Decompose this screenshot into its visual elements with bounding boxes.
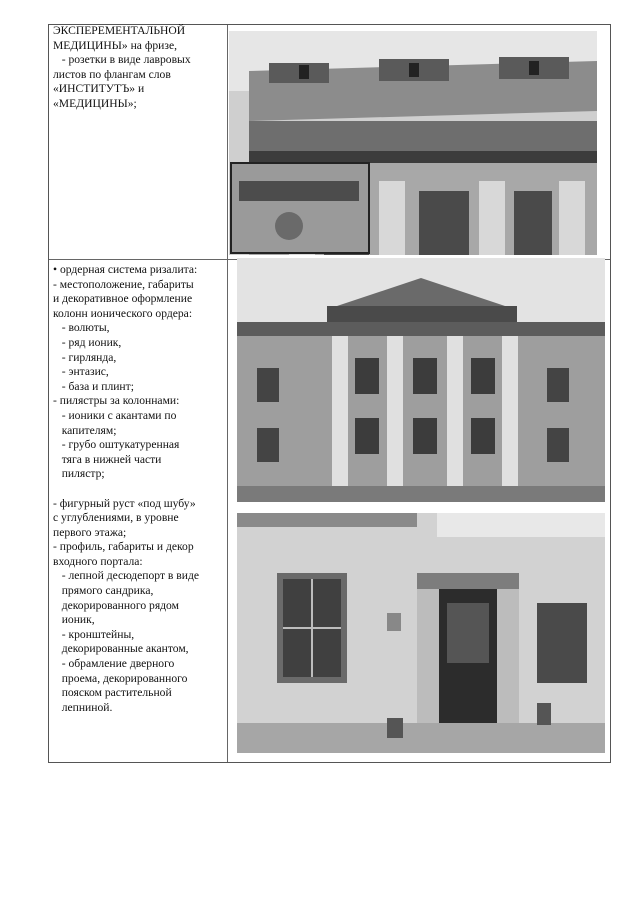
ionic-colonnade-photo bbox=[237, 258, 605, 502]
text-line: пилястр; bbox=[53, 467, 105, 481]
text-line bbox=[53, 482, 227, 497]
text-line: тяга в нижней части bbox=[53, 452, 162, 466]
text-line: - волюты, bbox=[53, 321, 110, 335]
text-line: - грубо оштукатуренная bbox=[53, 438, 180, 452]
text-line: - лепной десюдепорт в виде bbox=[53, 569, 200, 583]
text-line: проема, декорированного bbox=[53, 671, 188, 685]
text-line: листов по флангам слов bbox=[53, 67, 171, 81]
text-line: - кронштейны, bbox=[53, 627, 135, 641]
text-line: пояском растительной bbox=[53, 686, 172, 700]
description-table bbox=[48, 24, 611, 763]
text-line: колонн ионического ордера: bbox=[53, 306, 193, 320]
text-line: капителям; bbox=[53, 423, 117, 437]
text-line: с углублениями, в уровне bbox=[53, 511, 179, 525]
text-line: - гирлянда, bbox=[53, 350, 117, 364]
text-line: - обрамление дверного bbox=[53, 657, 175, 671]
text-line: ЭКСПЕРЕМЕНТАЛЬНОЙ bbox=[53, 24, 186, 37]
text-line: и декоративное оформление bbox=[53, 292, 193, 306]
text-line: - фигурный руст «под шубу» bbox=[53, 496, 196, 510]
text-line: - база и плинт; bbox=[53, 379, 134, 393]
text-line: - ряд ионик, bbox=[53, 335, 122, 349]
row-1-text bbox=[53, 24, 227, 112]
text-line: - розетки в виде лавровых bbox=[53, 53, 191, 67]
text-line: - пилястры за колоннами: bbox=[53, 394, 180, 408]
text-line: ионик, bbox=[53, 613, 95, 627]
text-line: прямого сандрика, bbox=[53, 584, 154, 598]
text-line: МЕДИЦИНЫ» на фризе, bbox=[53, 38, 177, 52]
text-line: «ИНСТИТУТЪ» и bbox=[53, 82, 145, 96]
column-divider bbox=[227, 25, 228, 762]
text-line: - энтазис, bbox=[53, 365, 109, 379]
text-line: декорированного рядом bbox=[53, 598, 179, 612]
text-line: «МЕДИЦИНЫ»; bbox=[53, 96, 137, 110]
text-line: входного портала: bbox=[53, 554, 143, 568]
text-line: - местоположение, габариты bbox=[53, 277, 194, 291]
text-line: лепниной. bbox=[53, 700, 113, 714]
row-2-text bbox=[53, 263, 227, 715]
text-line: первого этажа; bbox=[53, 525, 127, 539]
text-line: декорированные акантом, bbox=[53, 642, 189, 656]
entrance-portal-photo bbox=[237, 513, 605, 753]
frieze-facade-photo bbox=[229, 31, 597, 255]
text-line: • ордерная система ризалита: bbox=[53, 263, 198, 276]
text-line: - ионики с акантами по bbox=[53, 408, 177, 422]
text-line: - профиль, габариты и декор bbox=[53, 540, 194, 554]
